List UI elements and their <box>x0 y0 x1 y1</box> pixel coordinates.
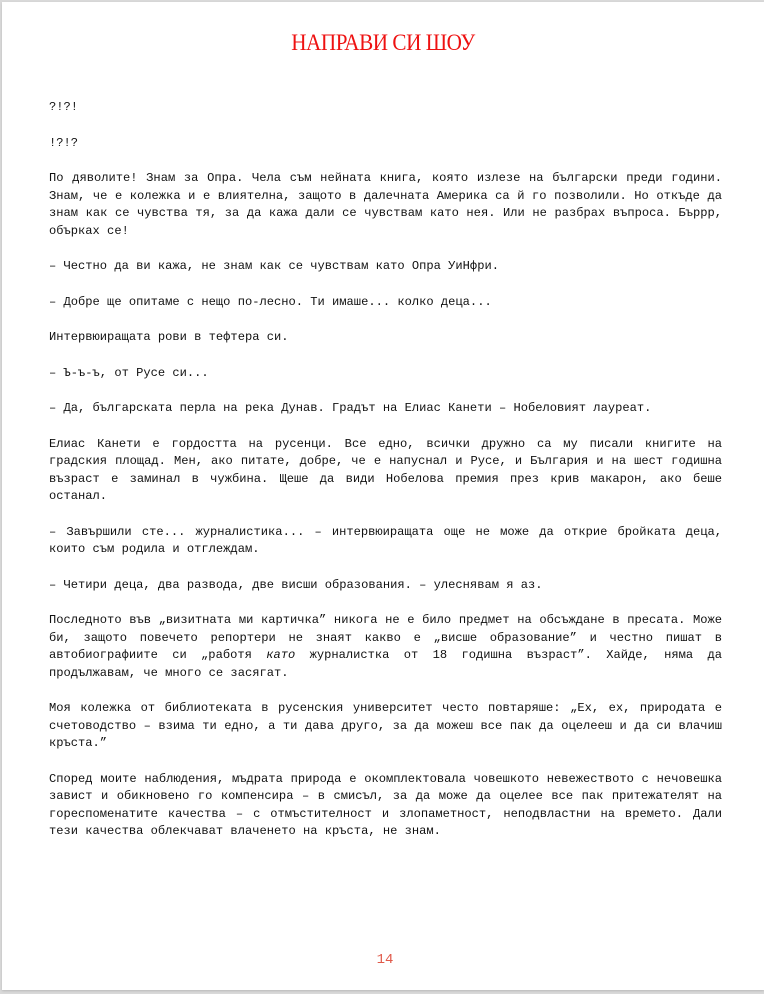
paragraph-observations: Според моите наблюдения, мъдрата природа е окомплектовала човешкото невежеството с нечовешка завист и обикновено го компенсира – в смисъл, за да може да оцелее все пак притежателят на гореспоменатите качества – с отмъстителност и злопаметност, неподвластни на времето. Дали тези качества облекчават влаченето на кръста, не знам. <box>49 771 722 838</box>
paragraph-dialogue: – Завършили сте... журналистика... – интервюиращата още не може да открие бройката деца, които съм родила и отглеждам. <box>49 524 722 556</box>
text-segment: журналистка от 18 годишна възраст”. Хайде, няма да продължавам, че много се засягат. <box>49 648 722 680</box>
paragraph-interjection-1: ?!?! <box>49 100 79 114</box>
paragraph-dialogue: – Четири деца, два развода, две висши образования. – улеснявам я аз. <box>49 577 543 592</box>
document-body <box>49 99 722 859</box>
paragraph-canetti: Елиас Канети е гордостта на русенци. Все едно, всички дружно са му писали книгите на градския площад. Мен, ако питате, добре, че е напуснал и Русе, и България и на шест годишна възраст е заминал в чужбина. Щеше да види Нобелова премия през крив макарон, ако беше останал. <box>49 436 722 503</box>
italic-text-segment: като <box>266 648 296 662</box>
paragraph-business-card <box>49 612 722 682</box>
paragraph-narration: Интервюиращата рови в тефтера си. <box>49 330 289 344</box>
paragraph-oprah: По дяволите! Знам за Опра. Чела съм нейната книга, която излезе на български преди години. Знам, че е колежка и е влиятелна, защото в далечната Америка са й го позволили. Но откъде да знам как се чувства тя, за да кажа дали се чувствам като нея. Или не разбрах въпроса. Бъррр, обърках се! <box>49 171 722 238</box>
paragraph-dialogue: – Ъ-ъ-ъ, от Русе си... <box>49 365 209 380</box>
paragraph-dialogue: – Да, българската перла на река Дунав. Градът на Елиас Канети – Нобеловият лауреат. <box>49 401 652 415</box>
paragraph-dialogue: – Честно да ви кажа, не знам как се чувствам като Опра УиНфри. <box>49 259 499 273</box>
page-number: 14 <box>376 952 394 968</box>
chapter-title: НАПРАВИ СИ ШОУ <box>291 30 475 55</box>
paragraph-dialogue: – Добре ще опитаме с нещо по-лесно. Ти имаше... колко деца... <box>49 294 492 309</box>
paragraph-interjection-2: !?!? <box>49 135 79 150</box>
paragraph-colleague-quote: Моя колежка от библиотеката в русенския университет често повтаряше: „Ех, ех, природата е счетоводство – взима ти едно, а ти дава друго, за да можеш все пак да оцелееш и да си влачиш кръста.” <box>49 701 722 750</box>
text-segment: Последното във „визитната ми картичка” никога не е било предмет на обсъждане в пресата. Може би, защото повечето репортери не знаят какво е „висше образование” и честно пишат в автобиографиите си „работя <box>49 613 722 662</box>
document-page <box>2 2 764 990</box>
